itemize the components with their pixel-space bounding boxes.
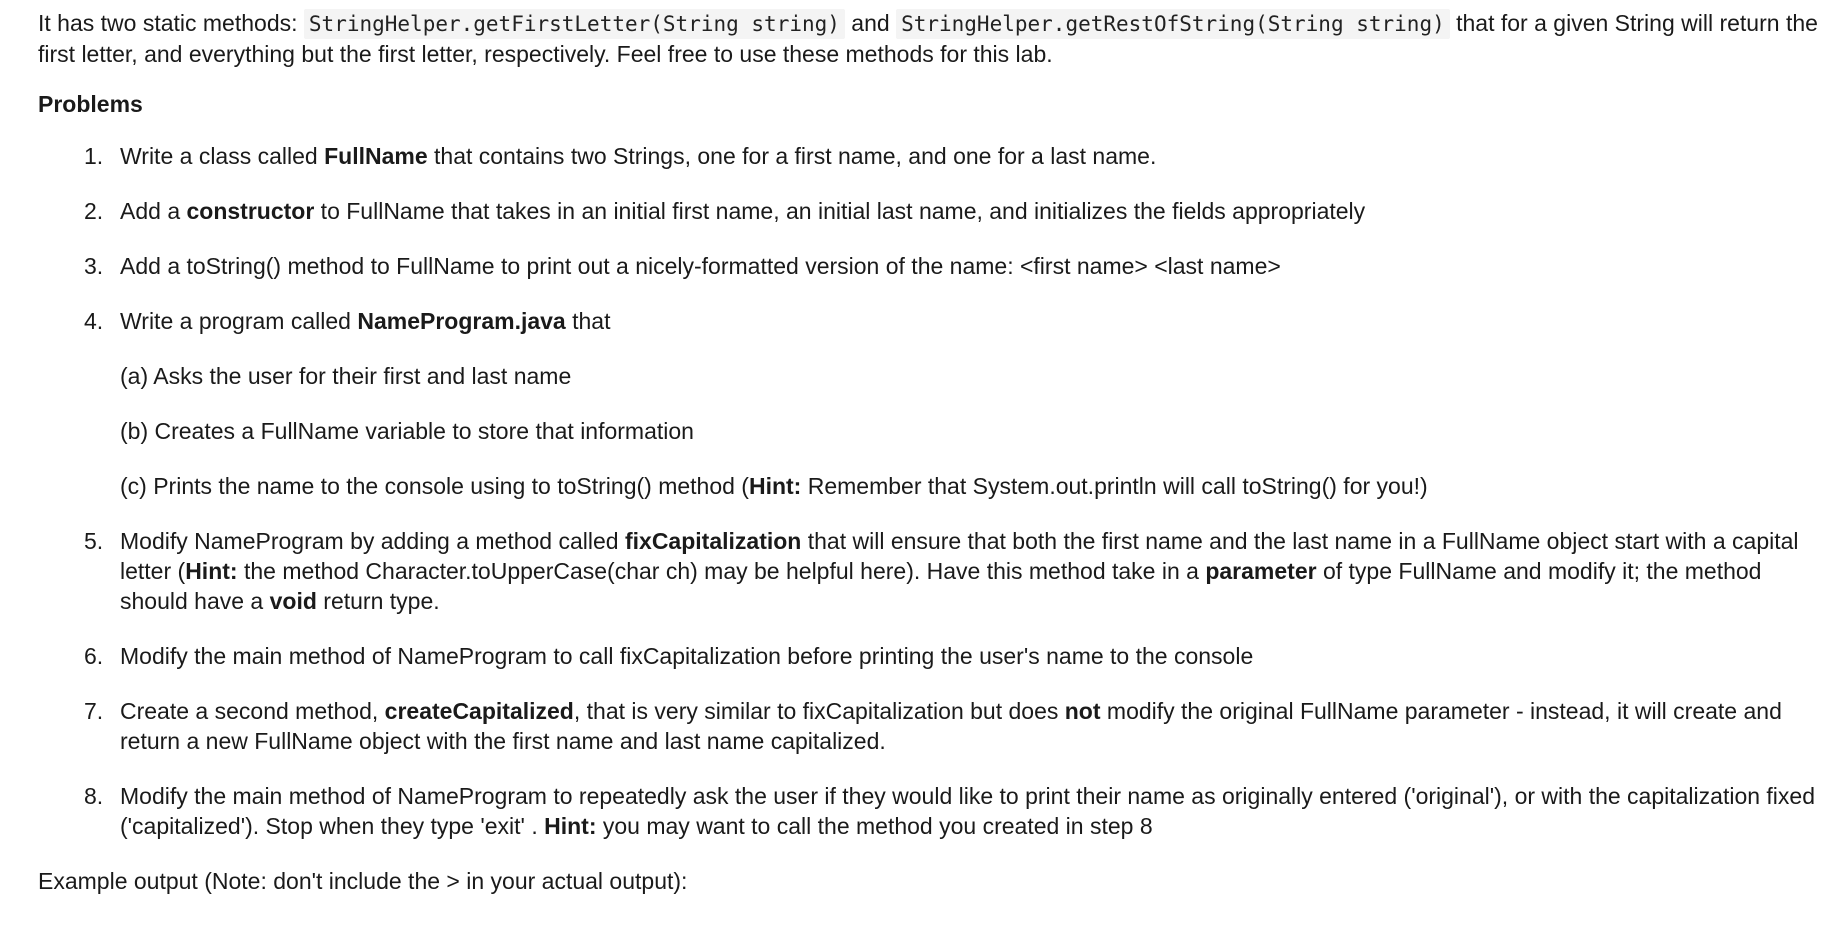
problem-text: Add a bbox=[120, 198, 187, 224]
problem-text: the method Character.toUpperCase(char ch) may be helpful here). Have this method take in a bbox=[237, 558, 1206, 584]
intro-text-post: that for a given String will return the first letter, and everything but the first letter, respectively. Feel free to use these methods for this lab. bbox=[38, 10, 1818, 67]
hint-label: Hint: bbox=[185, 558, 238, 584]
problem-number: 5. bbox=[84, 528, 104, 554]
problem-text: Create a second method, bbox=[120, 698, 385, 724]
problem-emphasis: void bbox=[269, 588, 317, 614]
hint-label: Hint: bbox=[748, 473, 802, 499]
code-get-first-letter: StringHelper.getFirstLetter(String string) bbox=[304, 9, 845, 39]
problem-text: of type FullName and modify it; the method should have a bbox=[120, 558, 1762, 614]
problem-7 bbox=[84, 696, 1823, 756]
problem-text: modify the original FullName parameter - instead, it will create and return a new FullName object with the first name and last name capitalized. bbox=[120, 698, 1782, 754]
problem-3 bbox=[84, 251, 1823, 281]
sub-item-a: (a) Asks the user for their first and last name bbox=[120, 363, 572, 389]
sub-item-b: (b) Creates a FullName variable to store that information bbox=[120, 418, 694, 444]
intro-text-mid: and bbox=[844, 10, 897, 36]
problem-emphasis: fixCapitalization bbox=[624, 528, 802, 554]
problem-number: 3. bbox=[84, 253, 104, 279]
problem-text: that will ensure that both the first name and the last name in a FullName object start with a capital letter ( bbox=[120, 528, 1799, 584]
problem-6 bbox=[84, 641, 1823, 671]
sub-item-text: Remember that System.out.println will call toString() for you!) bbox=[801, 473, 1428, 499]
problem-text: Modify NameProgram by adding a method called bbox=[120, 528, 625, 554]
problem-2 bbox=[84, 196, 1823, 226]
hint-label: Hint: bbox=[544, 813, 597, 839]
problem-text: that contains two Strings, one for a first name, and one for a last name. bbox=[427, 143, 1157, 169]
problem-number: 7. bbox=[84, 698, 104, 724]
problems-list bbox=[38, 141, 1823, 841]
problem-text: , that is very similar to fixCapitalization but does bbox=[573, 698, 1065, 724]
problem-emphasis: NameProgram.java bbox=[357, 308, 566, 334]
problem-emphasis: parameter bbox=[1205, 558, 1317, 584]
problem-text: that bbox=[565, 308, 611, 334]
example-output-label: Example output (Note: don't include the > in your actual output): bbox=[38, 868, 688, 894]
problem-text: Add a toString() method to FullName to print out a nicely-formatted version of the name: <first name> <last name> bbox=[120, 253, 1281, 279]
problem-text: you may want to call the method you created in step 8 bbox=[596, 813, 1153, 839]
problem-emphasis: createCapitalized bbox=[384, 698, 574, 724]
problem-number: 4. bbox=[84, 308, 104, 334]
problem-emphasis: FullName bbox=[324, 143, 428, 169]
problem-4-sublist bbox=[120, 361, 1823, 501]
problem-1 bbox=[84, 141, 1823, 171]
problem-text: Write a program called bbox=[120, 308, 358, 334]
problem-text: Modify the main method of NameProgram to call fixCapitalization before printing the user's name to the console bbox=[120, 643, 1254, 669]
problem-4 bbox=[84, 306, 1823, 501]
problem-8 bbox=[84, 781, 1823, 841]
problem-number: 1. bbox=[84, 143, 104, 169]
intro-text-pre: It has two static methods: bbox=[38, 10, 304, 36]
problem-emphasis: not bbox=[1064, 698, 1101, 724]
problem-number: 6. bbox=[84, 643, 104, 669]
problem-text: Modify the main method of NameProgram to repeatedly ask the user if they would like to print their name as originally entered ('original'), or with the capitalization fixed ('capitalized'). Stop when they type 'exit' . bbox=[120, 783, 1816, 839]
problem-emphasis: constructor bbox=[186, 198, 315, 224]
problem-text: Write a class called bbox=[120, 143, 325, 169]
code-get-rest-of-string: StringHelper.getRestOfString(String string) bbox=[896, 9, 1450, 39]
problem-5 bbox=[84, 526, 1823, 616]
problems-heading: Problems bbox=[38, 91, 143, 117]
sub-item-c bbox=[120, 471, 1823, 501]
problem-number: 8. bbox=[84, 783, 104, 809]
intro-paragraph bbox=[38, 8, 1823, 69]
problem-text: to FullName that takes in an initial first name, an initial last name, and initializes the fields appropriately bbox=[314, 198, 1366, 224]
problem-number: 2. bbox=[84, 198, 104, 224]
sub-item-text: (c) Prints the name to the console using to toString() method ( bbox=[120, 473, 749, 499]
problem-text: return type. bbox=[316, 588, 440, 614]
